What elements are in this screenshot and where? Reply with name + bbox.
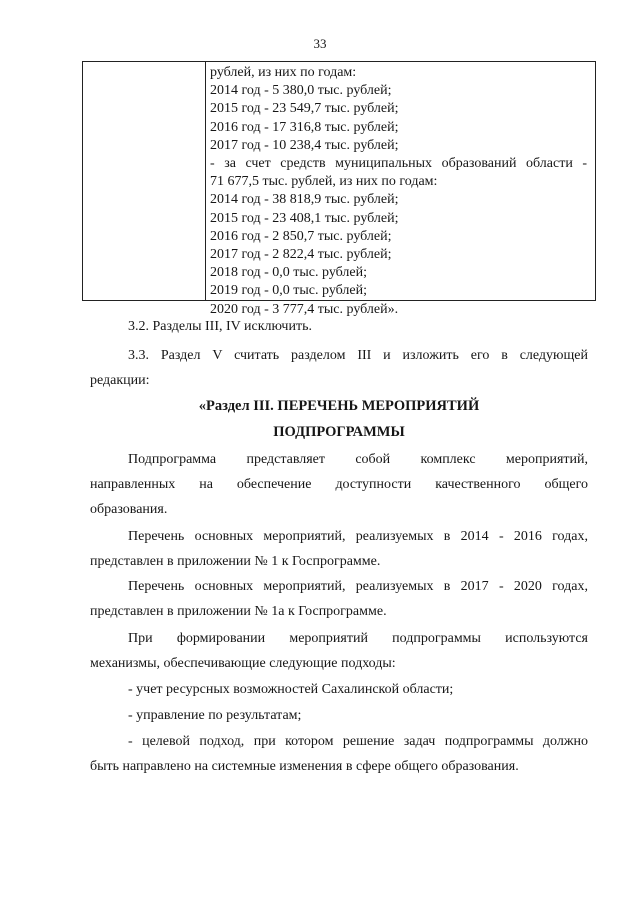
paragraph-line: При формировании мероприятий подпрограммы используются	[128, 631, 588, 646]
funding-table	[82, 61, 596, 317]
page-number: 33	[313, 36, 327, 51]
bullet-target-approach	[90, 729, 588, 779]
table-line: 2016 год - 2 850,7 тыс. рублей;	[210, 228, 392, 244]
bullet-line: - целевой подход, при котором решение задач подпрограммы должно	[128, 734, 588, 749]
paragraph-line: механизмы, обеспечивающие следующие подходы:	[90, 656, 396, 671]
heading-line: ПОДПРОГРАММЫ	[273, 424, 405, 440]
paragraph-line: Перечень основных мероприятий, реализуемых в 2017 - 2020 годах,	[128, 579, 588, 594]
bullet-line: - управление по результатам;	[128, 708, 302, 723]
paragraph-3-3	[90, 343, 588, 393]
table-line: 2015 год - 23 408,1 тыс. рублей;	[210, 210, 399, 226]
table-line: 2015 год - 23 549,7 тыс. рублей;	[210, 101, 399, 117]
bullet-results	[90, 703, 588, 728]
table-line: - за счет средств муниципальных образований области -	[210, 156, 587, 172]
paragraph-line: представлен в приложении № 1 к Госпрограмме.	[90, 554, 381, 569]
paragraph-line: образования.	[90, 502, 168, 517]
bullet-line: - учет ресурсных возможностей Сахалинской области;	[128, 682, 454, 697]
paragraph-line: 3.2. Разделы III, IV исключить.	[128, 319, 312, 334]
table-line: 2014 год - 38 818,9 тыс. рублей;	[210, 192, 399, 208]
table-line: 2017 год - 10 238,4 тыс. рублей;	[210, 137, 399, 153]
table-line: 2020 год - 3 777,4 тыс. рублей».	[210, 301, 399, 317]
table-line: 2019 год - 0,0 тыс. рублей;	[210, 283, 368, 299]
table-line: 2016 год - 17 316,8 тыс. рублей;	[210, 119, 399, 135]
paragraph-list-2017	[90, 574, 588, 624]
paragraph-line: редакции:	[90, 373, 150, 388]
paragraph-mechanisms	[90, 626, 588, 676]
paragraph-line: направленных на обеспечение доступности качественного общего	[90, 477, 588, 492]
paragraph-line: 3.3. Раздел V считать разделом III и изложить его в следующей	[128, 348, 588, 363]
table-line: 2017 год - 2 822,4 тыс. рублей;	[210, 247, 392, 263]
paragraph-line: Подпрограмма представляет собой комплекс мероприятий,	[128, 452, 588, 467]
paragraph-list-2014	[90, 524, 588, 574]
table-line: 2014 год - 5 380,0 тыс. рублей;	[210, 83, 392, 99]
table-line: 71 677,5 тыс. рублей, из них по годам:	[210, 174, 438, 190]
bullet-line: быть направлено на системные изменения в сфере общего образования.	[90, 759, 519, 774]
section-heading	[90, 393, 588, 445]
heading-line: «Раздел III. ПЕРЕЧЕНЬ МЕРОПРИЯТИЙ	[198, 398, 480, 414]
table-cell-funding	[210, 64, 587, 319]
table-column-divider	[205, 62, 206, 300]
paragraph-line: представлен в приложении № 1а к Госпрограмме.	[90, 604, 387, 619]
table-line: рублей, из них по годам:	[210, 65, 357, 80]
paragraph-subprogram	[90, 447, 588, 522]
paragraph-line: Перечень основных мероприятий, реализуемых в 2014 - 2016 годах,	[128, 529, 588, 544]
paragraph-3-2	[90, 314, 588, 339]
table-line: 2018 год - 0,0 тыс. рублей;	[210, 265, 368, 281]
bullet-resources	[90, 677, 588, 702]
